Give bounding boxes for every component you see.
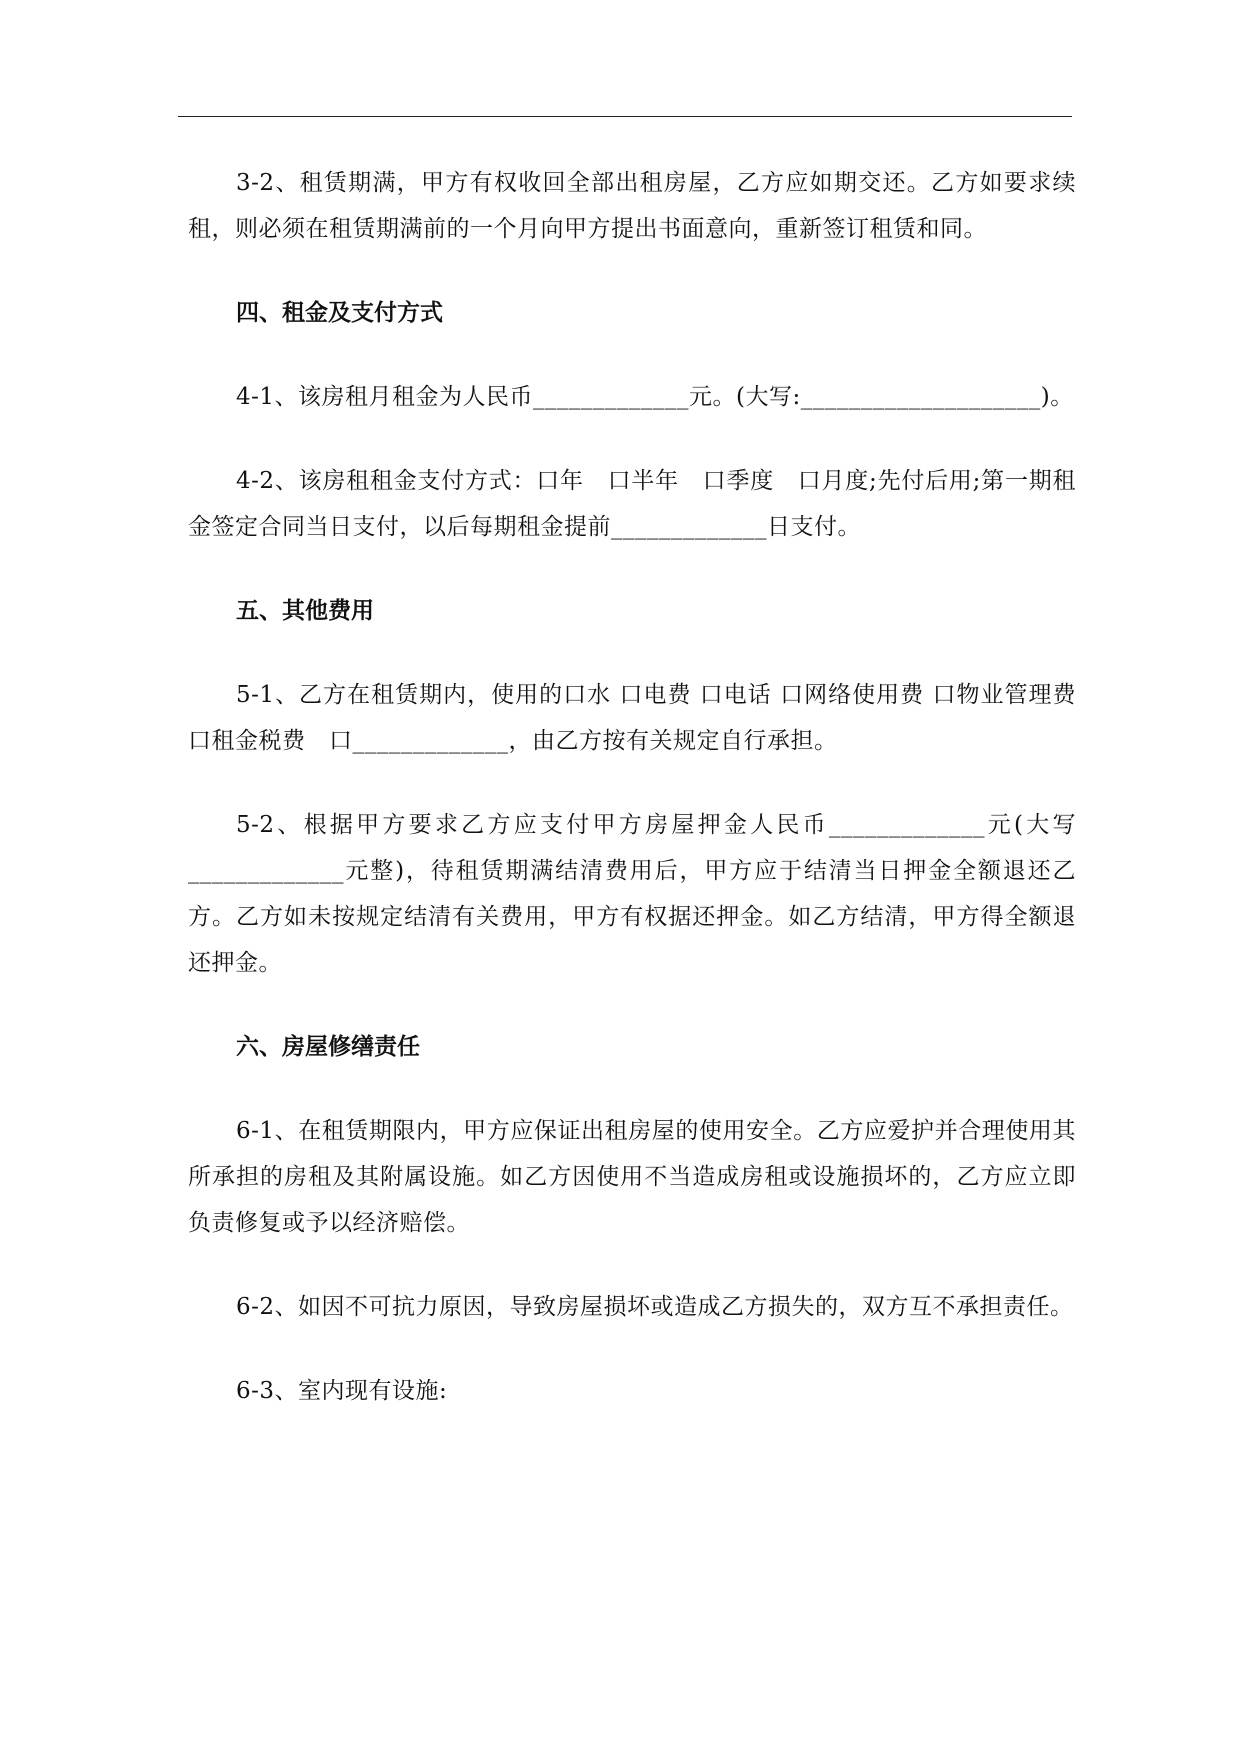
- clause-5-1: 5-1、乙方在租赁期内，使用的口水 口电费 口电话 口网络使用费 口物业管理费 口租金税费 口_____________，由乙方按有关规定自行承担。: [188, 682, 1100, 754]
- clause-3-2: 3-2、租赁期满，甲方有权收回全部出租房屋，乙方应如期交还。乙方如要求续租，则必须在租赁期满前的一个月向甲方提出书面意向，重新签订租赁和同。: [188, 170, 1076, 242]
- clause-4-1: 4-1、该房租月租金为人民币_____________元。(大写:____________________)。: [236, 384, 1074, 410]
- clause-6-2: 6-2、如因不可抗力原因，导致房屋损坏或造成乙方损失的，双方互不承担责任。: [236, 1294, 1074, 1320]
- clause-4-2: 4-2、该房租租金支付方式：口年 口半年 口季度 口月度;先付后用;第一期租金签定合同当日支付，以后每期租金提前_____________日支付。: [188, 468, 1076, 540]
- document-body: [188, 160, 1100, 1452]
- clause-6-3: 6-3、室内现有设施:: [236, 1378, 448, 1404]
- section-heading-repair-responsibility: 六、房屋修缮责任: [236, 1034, 420, 1060]
- section-heading-other-fees: 五、其他费用: [236, 598, 374, 624]
- clause-6-1: 6-1、在租赁期限内，甲方应保证出租房屋的使用安全。乙方应爱护并合理使用其所承担的房租及其附属设施。如乙方因使用不当造成房租或设施损坏的，乙方应立即负责修复或予以经济赔偿。: [188, 1118, 1076, 1236]
- section-heading-rent-payment: 四、租金及支付方式: [236, 300, 443, 326]
- header-rule: [178, 116, 1072, 117]
- clause-5-2: 5-2、根据甲方要求乙方应支付甲方房屋押金人民币_____________元(大写_____________元整)，待租赁期满结清费用后，甲方应于结清当日押金全额退还乙方。乙方如未按规定结清有关费用，甲方有权据还押金。如乙方结清，甲方得全额退还押金。: [188, 812, 1076, 976]
